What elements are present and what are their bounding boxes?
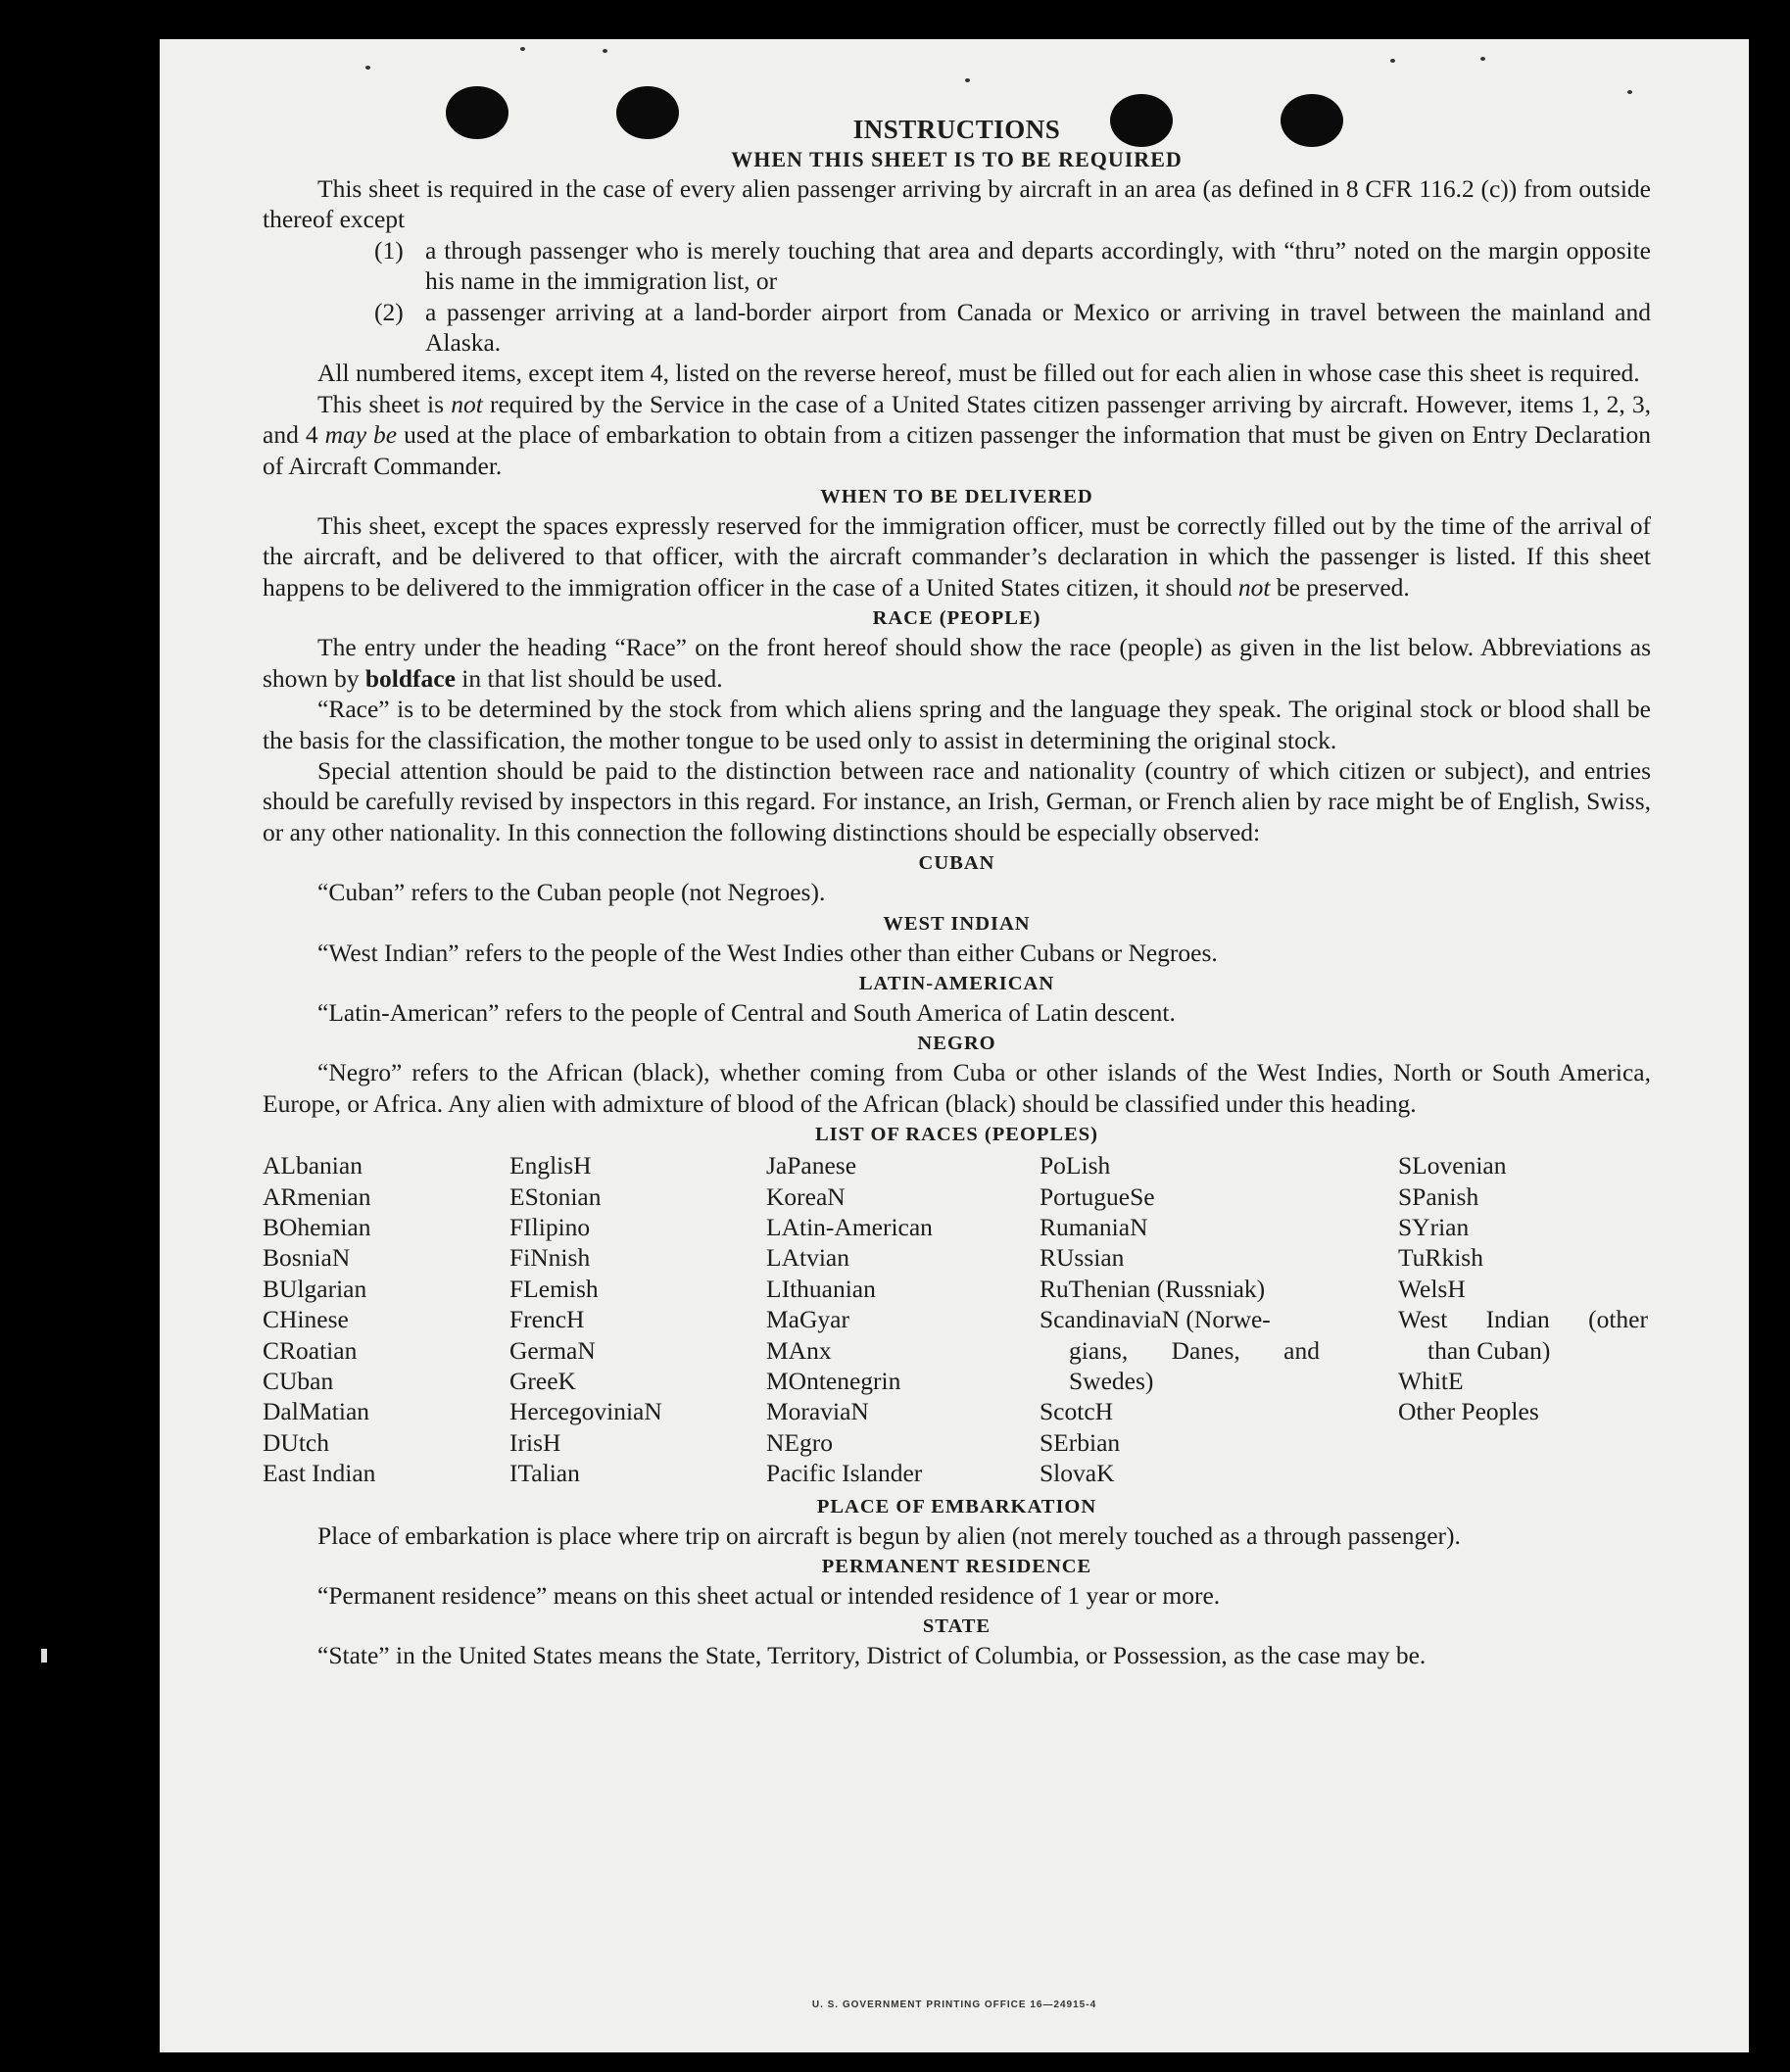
race-column: JaPanese KoreaN LAtin-American LAtvian LIthuanian MaGyar MAnx MOntenegrin MoraviaN NEgro Pacific Islander xyxy=(766,1151,933,1488)
race-column: ALbanian ARmenian BOhemian BosniaN BUlgarian CHinese CRoatian CUban DalMatian DUtch East Indian xyxy=(263,1151,376,1488)
paragraph: This sheet is required in the case of every alien passenger arriving by aircraft in an area (as defined in 8 CFR 116.2 (c)) from outside thereof except xyxy=(263,174,1651,234)
paragraph: “Race” is to be determined by the stock from which aliens spring and the language they speak. The original stock or blood shall be the basis for the classification, the mother tongue to be used only to assist in determining the original stock. xyxy=(263,695,1651,754)
instructions-content xyxy=(263,113,1651,1671)
paragraph: All numbered items, except item 4, listed on the reverse hereof, must be filled out for each alien in whose case this sheet is required. xyxy=(317,359,1640,388)
paragraph: “West Indian” refers to the people of the West Indies other than either Cubans or Negroes. xyxy=(317,938,1218,967)
scan-artifact xyxy=(41,1649,47,1662)
race-list xyxy=(263,1150,1651,1488)
section-heading: PERMANENT RESIDENCE xyxy=(821,1556,1092,1578)
paragraph: Place of embarkation is place where trip on aircraft is begun by alien (not merely touched as a through passenger). xyxy=(317,1520,1461,1550)
section-heading: WHEN TO BE DELIVERED xyxy=(820,486,1093,508)
section-heading: LIST OF RACES (PEOPLES) xyxy=(815,1124,1098,1146)
section-heading: NEGRO xyxy=(917,1033,996,1055)
paragraph: “Negro” refers to the African (black), whether coming from Cuba or other islands of the West Indies, North or South America, Europe, or Africa. Any alien with admixture of blood of the African (black) should be classified under this heading. xyxy=(263,1058,1651,1118)
section-heading: WHEN THIS SHEET IS TO BE REQUIRED xyxy=(731,147,1183,171)
section-heading: PLACE OF EMBARKATION xyxy=(816,1495,1097,1518)
section-heading: WEST INDIAN xyxy=(883,912,1031,935)
paragraph: “Latin-American” refers to the people of Central and South America of Latin descent. xyxy=(317,997,1176,1027)
race-column: EnglisH EStonian FIlipino FiNnish FLemish FrencH GermaN GreeK HercegoviniaN IrisH ITalian xyxy=(509,1151,662,1488)
list-item: (2) a passenger arriving at a land-border airport from Canada or Mexico or arriving in travel between the mainland and Alaska. xyxy=(374,297,1651,358)
paragraph: The entry under the heading “Race” on the front hereof should show the race (people) as given in the list below. Abbreviations as shown by boldface in that list should be used. xyxy=(263,633,1651,693)
paragraph: “Permanent residence” means on this sheet actual or intended residence of 1 year or more. xyxy=(317,1581,1221,1611)
race-column: SLovenian SPanish SYrian TuRkish WelsH West Indian (other than Cuban) WhitE Other Peoples xyxy=(1398,1151,1648,1426)
paragraph: “Cuban” refers to the Cuban people (not Negroes). xyxy=(317,878,826,907)
paragraph: “State” in the United States means the State, Territory, District of Columbia, or Possession, as the case may be. xyxy=(317,1641,1427,1670)
paragraph: This sheet, except the spaces expressly reserved for the immigration officer, must be correctly filled out by the time of the arrival of the aircraft, and be delivered to that officer, with the aircraft commander’s declaration in which the passenger is listed. If this sheet happens to be delivered to the immigration officer in the case of a United States citizen, it should not be preserved. xyxy=(263,511,1651,602)
document-sheet xyxy=(160,39,1749,2052)
section-heading: CUBAN xyxy=(918,852,995,875)
paragraph: This sheet is not required by the Service in the case of a United States citizen passenger arriving by aircraft. However, items 1, 2, 3, and 4 may be used at the place of embarkation to obtain from a citizen passenger the information that must be given on Entry Declaration of Aircraft Commander. xyxy=(263,389,1652,480)
list-item: (1) a through passenger who is merely touching that area and departs accordingly, with “thru” noted on the margin opposite his name in the immigration list, or xyxy=(374,235,1651,296)
race-column: PoLish PortugueSe RumaniaN RUssian RuThenian (Russniak) ScandinaviaN (Norwe- gians, Danes, and Swedes) ScotcH SErbian SlovaK xyxy=(1040,1151,1320,1488)
printer-imprint: U. S. GOVERNMENT PRINTING OFFICE 16—24915-4 xyxy=(811,2000,1097,2010)
section-heading: LATIN-AMERICAN xyxy=(858,972,1055,994)
section-heading: RACE (PEOPLE) xyxy=(872,607,1041,630)
page-title: INSTRUCTIONS xyxy=(852,115,1061,144)
section-heading: STATE xyxy=(922,1615,992,1638)
paragraph: Special attention should be paid to the distinction between race and nationality (country of which citizen or subject), and entries should be carefully revised by inspectors in this regard. For instance, an Irish, German, or French alien by race might be of English, Swiss, or any other nationality. In this connection the following distinctions should be especially observed: xyxy=(263,755,1651,846)
